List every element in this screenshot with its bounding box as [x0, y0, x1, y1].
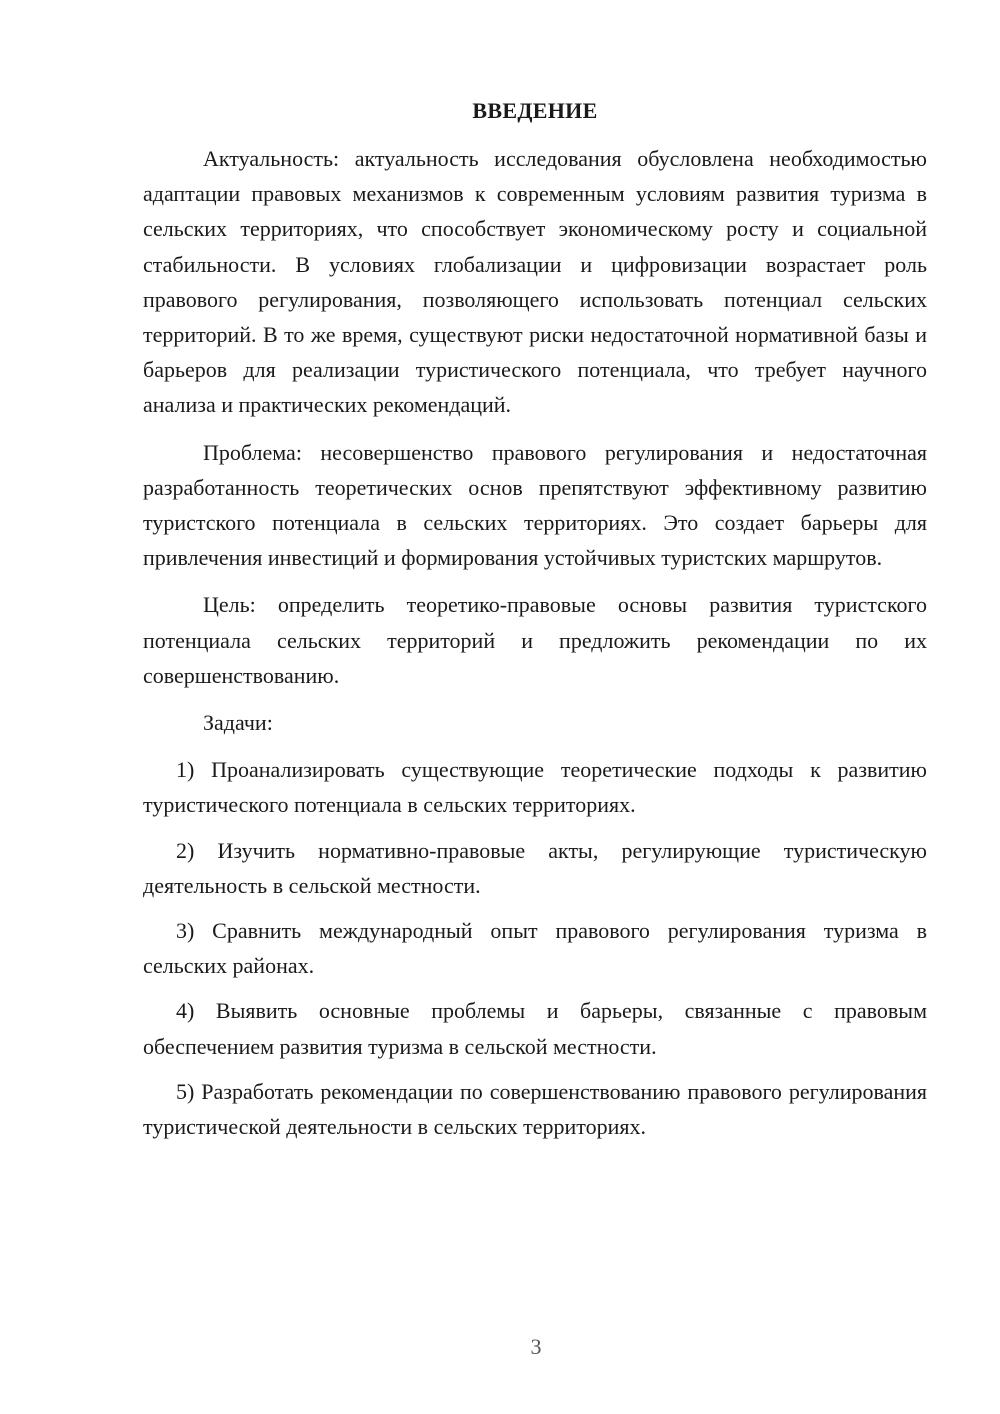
task-item: 1) Проанализировать существующие теоретические подходы к развитию туристического потенциала в сельских территориях.: [143, 757, 927, 818]
task-item: 2) Изучить нормативно-правовые акты, регулирующие туристическую деятельность в сельской местности.: [143, 837, 927, 898]
page-number: 3: [530, 1334, 542, 1359]
tasks-label: Задачи:: [203, 710, 273, 736]
task-item: 4) Выявить основные проблемы и барьеры, связанные с правовым обеспечением развития туризма в сельской местности.: [143, 998, 927, 1059]
page-body: [143, 93, 927, 1154]
goal-paragraph: Цель: определить теоретико-правовые основы развития туристского потенциала сельских территорий и предложить рекомендации по их совершенствованию.: [143, 592, 927, 688]
tasks-list: [143, 752, 927, 1144]
task-item: 5) Разработать рекомендации по совершенствованию правового регулирования туристической деятельности в сельских территориях.: [143, 1078, 927, 1140]
task-item: 3) Сравнить международный опыт правового регулирования туризма в сельских районах.: [143, 918, 927, 979]
relevance-paragraph: Актуальность: актуальность исследования обусловлена необходимостью адаптации правовых механизмов к современным условиям развития туризма в сельских территориях, что способствует экономическому росту и социальной стабильности. В условиях глобализации и цифровизации возрастает роль правового регулирования, позволяющего использовать потенциал сельских территорий. В то же время, существуют риски недостаточной нормативной базы и барьеров для реализации туристического потенциала, что требует научного анализа и практических рекомендаций.: [143, 146, 927, 418]
section-heading: ВВЕДЕНИЕ: [472, 98, 598, 123]
problem-paragraph: Проблема: несовершенство правового регулирования и недостаточная разработанность теоретических основ препятствуют эффективному развитию туристского потенциала в сельских территориях. Это создает барьеры для привлечения инвестиций и формирования устойчивых туристских маршрутов.: [143, 439, 927, 571]
